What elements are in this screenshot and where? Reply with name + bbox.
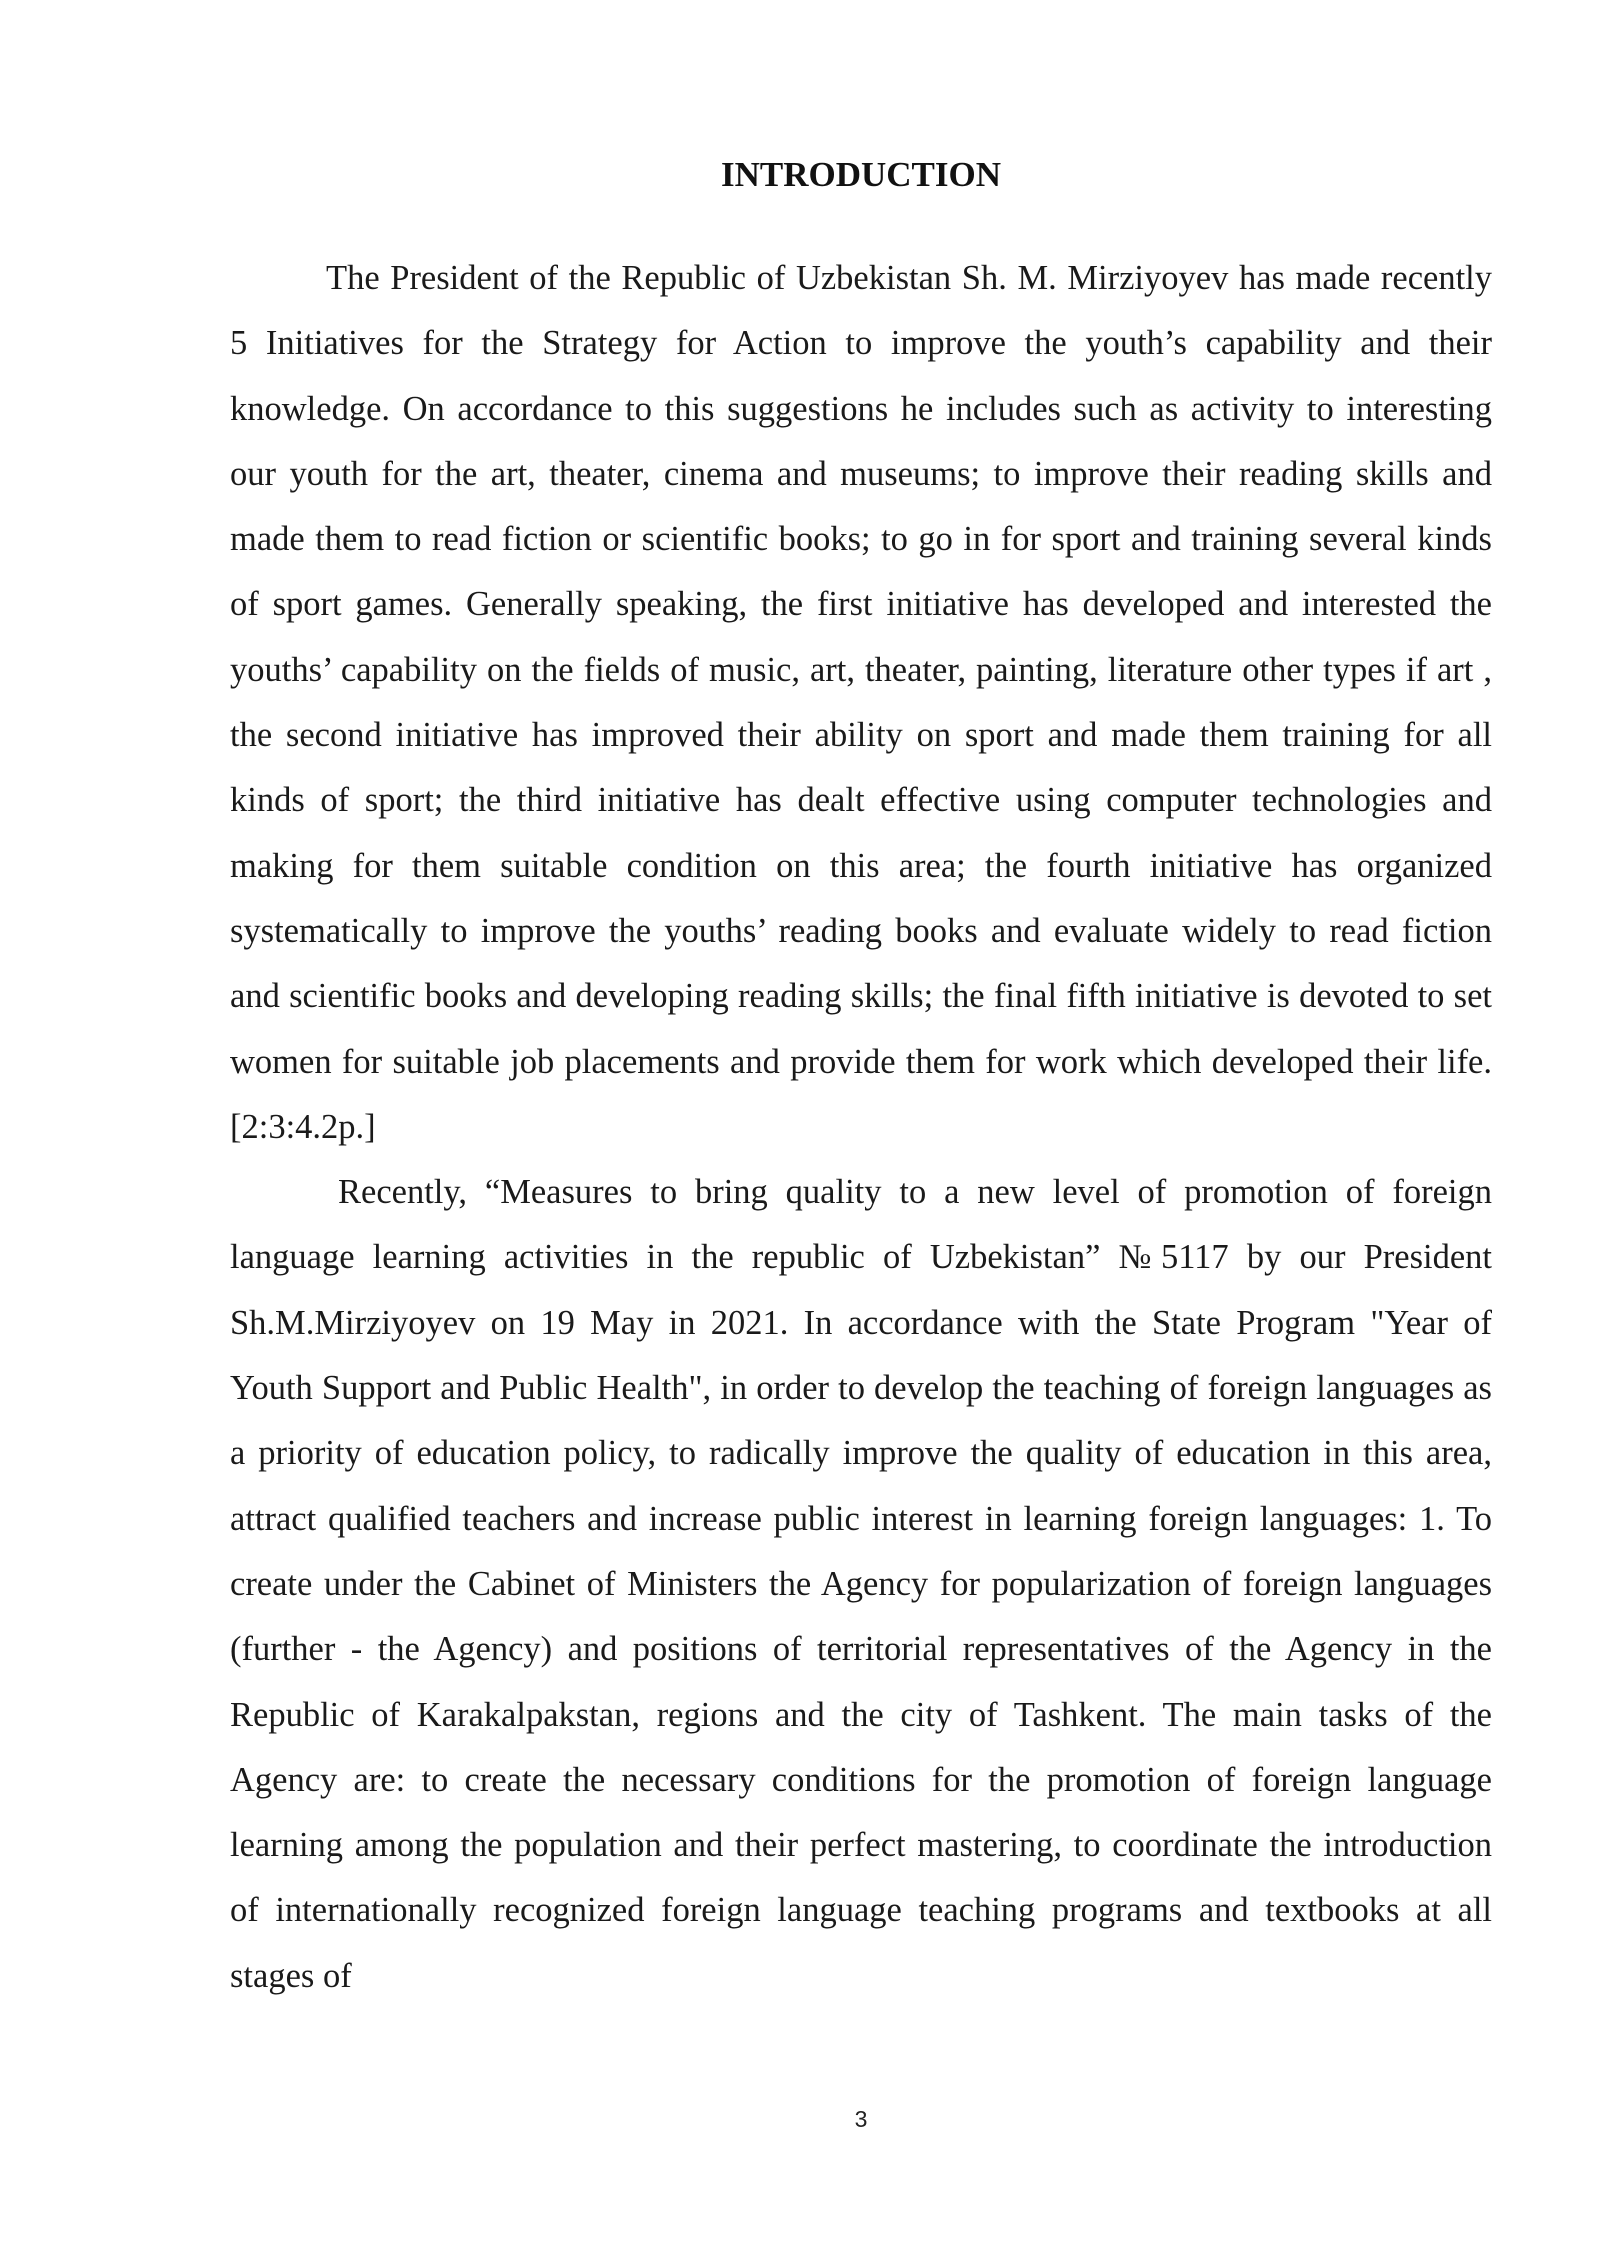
page-body [230, 150, 1492, 2009]
section-title: INTRODUCTION [720, 155, 1002, 194]
page-number: 3 [854, 2106, 868, 2132]
paragraph-initiatives: The President of the Republic of Uzbekistan Sh. M. Mirziyoyev has made recently 5 Initiatives for the Strategy for Action to improve the youth’s capability and their knowledge. On accordance to this suggestions he includes such as activity to interesting our youth for the art, theater, cinema and museums; to improve their reading skills and made them to read fiction or scientific books; to go in for sport and training several kinds of sport games. Generally speaking, the first initiative has developed and interested the youths’ capability on the fields of music, art, theater, painting, literature other types if art , the second initiative has improved their ability on sport and made them training for all kinds of sport; the third initiative has dealt effective using computer technologies and making for them suitable condition on this area; the fourth initiative has organized systematically to improve the youths’ reading books and evaluate widely to read fiction and scientific books and developing reading skills; the final fifth initiative is devoted to set women for suitable job placements and provide them for work which developed their life.[2:3:4.2p.] [230, 259, 1492, 1146]
paragraph-foreign-language-decree: Recently, “Measures to bring quality to a new level of promotion of foreign language learning activities in the republic of Uzbekistan” №5117 by our President Sh.M.Mirziyoyev on 19 May in 2021. In accordance with the State Program "Year of Youth Support and Public Health", in order to develop the teaching of foreign languages as a priority of education policy, to radically improve the quality of education in this area, attract qualified teachers and increase public interest in learning foreign languages: 1. To create under the Cabinet of Ministers the Agency for popularization of foreign languages (further - the Agency) and positions of territorial representatives of the Agency in the Republic of Karakalpakstan, regions and the city of Tashkent. The main tasks of the Agency are: to create the necessary conditions for the promotion of foreign language learning among the population and their perfect mastering, to coordinate the introduction of internationally recognized foreign language teaching programs and textbooks at all stages of [230, 1173, 1492, 1995]
